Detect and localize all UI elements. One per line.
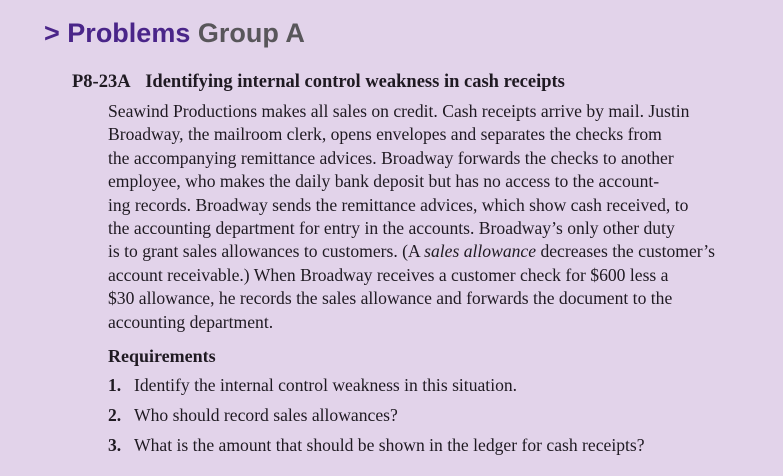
body-line: ing records. Broadway sends the remittance advices, which show cash received, to	[108, 194, 689, 215]
problem-body	[108, 100, 748, 334]
body-line	[108, 240, 748, 263]
body-line: employee, who makes the daily bank deposit but has no access to the account-	[108, 171, 660, 192]
body-line: Broadway, the mailroom clerk, opens envelopes and separates the checks from	[108, 124, 662, 145]
requirement-number: 1.	[108, 375, 122, 395]
sales-allowance-term: sales allowance	[424, 241, 537, 262]
problem-title-text: Identifying internal control weakness in cash receipts	[145, 72, 565, 92]
body-line: the accompanying remittance advices. Broadway forwards the checks to another	[108, 147, 674, 168]
body-line: $30 allowance, he records the sales allowance and forwards the document to the	[108, 288, 673, 309]
body-line: the accounting department for entry in the accounts. Broadway’s only other duty	[108, 218, 675, 239]
requirement-text: Who should record sales allowances?	[134, 405, 398, 425]
requirements-heading: Requirements	[108, 346, 216, 366]
requirement-item	[108, 404, 645, 434]
body-line: account receivable.) When Broadway receives a customer check for $600 less a	[108, 264, 669, 285]
body-line: Seawind Productions makes all sales on credit. Cash receipts arrive by mail. Justin	[108, 101, 690, 121]
requirement-number: 2.	[108, 405, 122, 425]
requirement-item	[108, 434, 645, 464]
chevron-icon: >	[44, 18, 60, 48]
requirement-text: Identify the internal control weakness in this situation.	[134, 375, 518, 395]
problems-label: Problems	[67, 18, 191, 48]
body-line: accounting department.	[108, 311, 274, 332]
section-header	[44, 16, 305, 50]
problem-title	[72, 70, 565, 94]
requirements-list	[108, 374, 645, 464]
body-line-7-end: decreases the customer’s	[536, 241, 716, 262]
body-line-7-start: is to grant sales allowances to customers. (A	[108, 241, 425, 262]
group-label: Group A	[197, 18, 305, 48]
requirement-text: What is the amount that should be shown in the ledger for cash receipts?	[134, 435, 645, 455]
requirement-number: 3.	[108, 435, 122, 455]
requirement-item	[108, 374, 645, 404]
problem-code: P8-23A	[72, 72, 131, 92]
